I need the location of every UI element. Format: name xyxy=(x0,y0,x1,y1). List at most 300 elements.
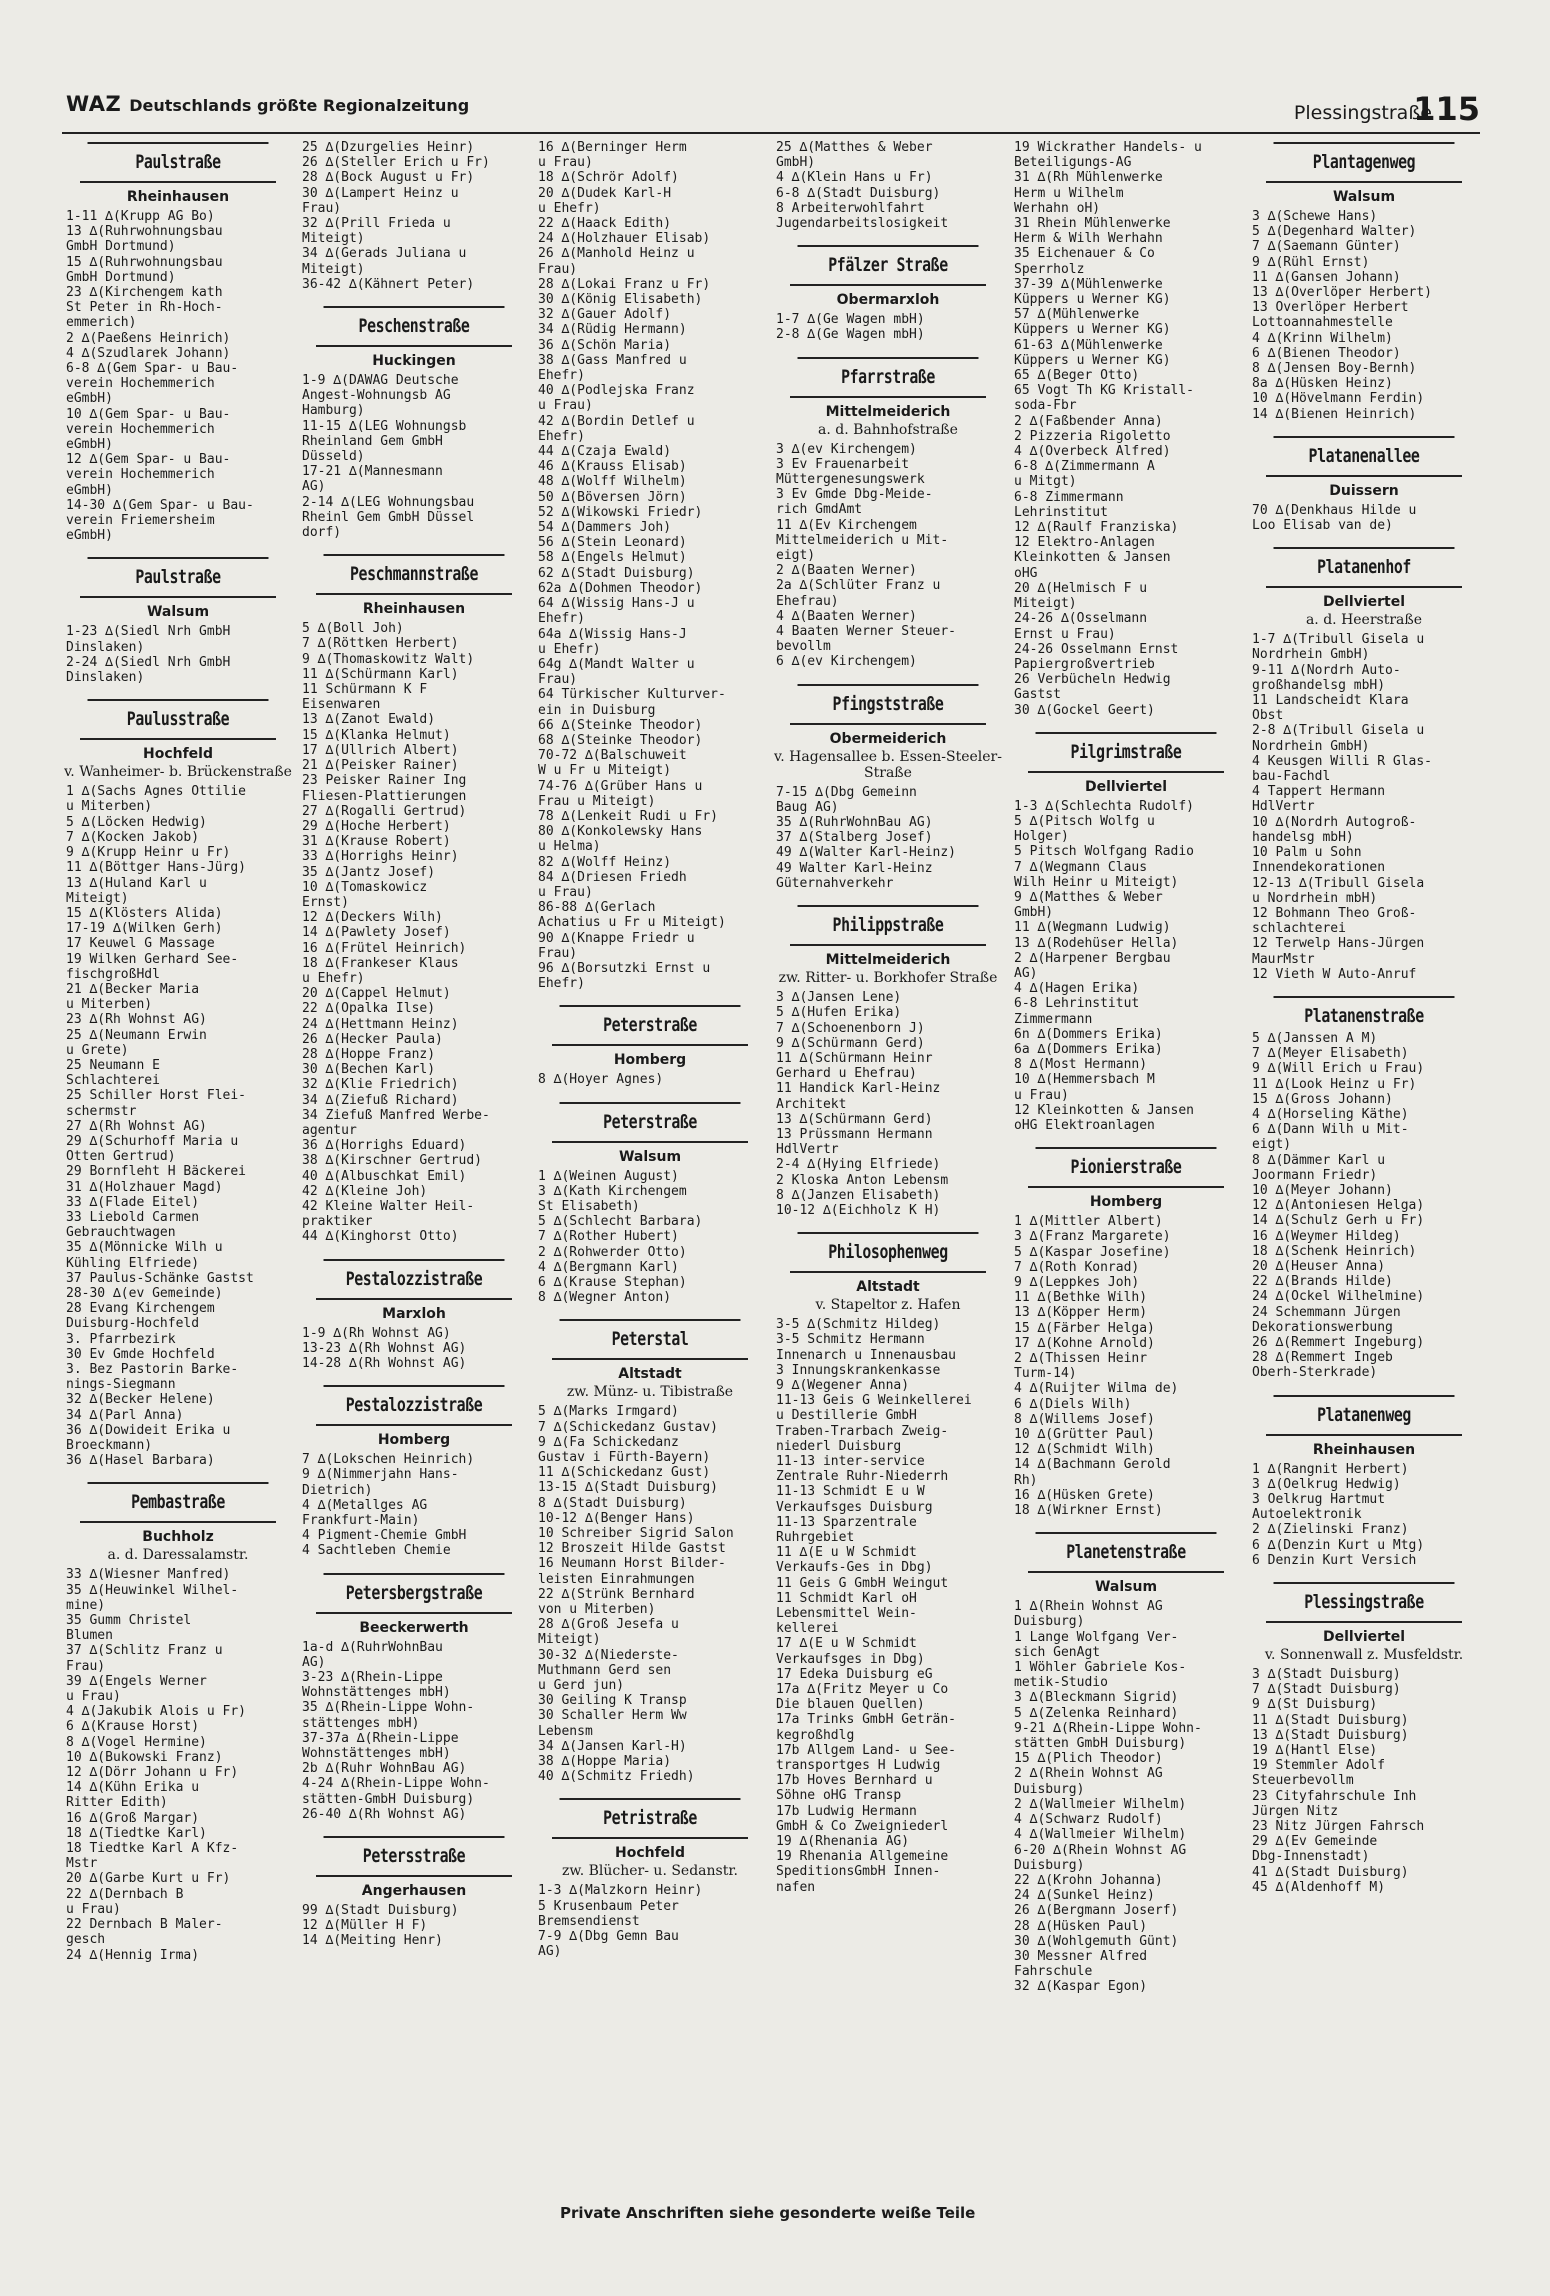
street-heading: Platanenstraße xyxy=(1274,996,1455,1027)
entry-line: Ruhrgebiet xyxy=(776,1529,855,1545)
entry-line: 74-76 ∆(Grüber Hans u xyxy=(538,778,703,794)
street-section xyxy=(772,140,1004,231)
entry-line: 54 ∆(Dammers Joh) xyxy=(538,520,672,536)
entry-line: 13 Prüssmann Hermann xyxy=(776,1126,933,1142)
entry-line: 10-12 ∆(Eichholz K H) xyxy=(776,1202,941,1218)
entry-line: Ehefr) xyxy=(538,428,585,444)
entry-line: 84 ∆(Driesen Friedh xyxy=(538,869,687,885)
entry-line: 17b Hoves Bernhard u xyxy=(776,1773,933,1789)
entry-line: 58 ∆(Engels Helmut) xyxy=(538,550,687,566)
district-label: Walsum xyxy=(552,1141,748,1165)
entry-line: 3 Ev Frauenarbeit xyxy=(776,456,910,472)
street-heading: Platanenhof xyxy=(1274,547,1455,578)
entry-line: 7 ∆(Stadt Duisburg) xyxy=(1252,1682,1401,1698)
entry-line: u Frau) xyxy=(1014,1087,1069,1103)
entry-line: 8 ∆(Willems Josef) xyxy=(1014,1411,1155,1427)
entry-line: 1-9 ∆(Rh Wohnst AG) xyxy=(302,1325,451,1341)
entry-line: oHG Elektroanlagen xyxy=(1014,1117,1155,1133)
entry-line: 40 ∆(Podlejska Franz xyxy=(538,383,695,399)
entry-line: 4 ∆(Szudlarek Johann) xyxy=(66,345,231,361)
entry-line: 7 ∆(Kocken Jakob) xyxy=(66,829,200,845)
entry-line: Baug AG) xyxy=(776,799,839,815)
entry-line: 7 ∆(Schoenenborn J) xyxy=(776,1020,925,1036)
entry-line: Rheinl Gem GmbH Düssel xyxy=(302,509,475,525)
entry-line: 11 Handick Karl-Heinz xyxy=(776,1081,941,1097)
entry-line: 4 ∆(Krinn Wilhelm) xyxy=(1252,330,1393,346)
directory-column xyxy=(772,136,1004,1909)
entry-line: 16 ∆(Weymer Hildeg) xyxy=(1252,1228,1401,1244)
entry-line: 18 ∆(Schenk Heinrich) xyxy=(1252,1243,1417,1259)
entry-line: Lebensmittel Wein- xyxy=(776,1606,917,1621)
district-label: Obermarxloh xyxy=(790,284,986,308)
entry-line: schermstr xyxy=(66,1103,137,1119)
entry-line: 2-8 ∆(Ge Wagen mbH) xyxy=(776,327,925,343)
entry-line: 8 ∆(Hoyer Agnes) xyxy=(538,1072,664,1088)
entry-line: 4 ∆(Schwarz Rudolf) xyxy=(1014,1812,1163,1828)
entry-line: 33 ∆(Wiesner Manfred) xyxy=(66,1567,231,1583)
entry-line: handelsg mbH) xyxy=(1252,829,1354,845)
entry-line: 11 ∆(Ev Kirchengem xyxy=(776,517,917,533)
entry-line: 15 ∆(Plich Theodor) xyxy=(1014,1751,1163,1767)
street-section xyxy=(1248,547,1480,982)
street-section xyxy=(1010,732,1242,1133)
entry-line: 2 Pizzeria Rigoletto xyxy=(1014,428,1171,444)
entry-line: 12-13 ∆(Tribull Gisela xyxy=(1252,875,1425,891)
entry-line: Architekt xyxy=(776,1096,847,1112)
entry-line: 24 ∆(Sunkel Heinz) xyxy=(1014,1888,1155,1904)
district-label: Buchholz xyxy=(80,1521,276,1545)
entry-line: 17 Edeka Duisburg eG xyxy=(776,1666,933,1682)
entry-line: 13 ∆(Huland Karl u xyxy=(66,875,207,891)
entry-line: HdlVertr xyxy=(776,1142,839,1158)
entry-line: 35 ∆(Rhein-Lippe Wohn- xyxy=(302,1700,475,1716)
entry-line: 2 ∆(Wallmeier Wilhelm) xyxy=(1014,1796,1187,1812)
entry-line: 19 ∆(Hantl Else) xyxy=(1252,1743,1378,1759)
district-label: Homberg xyxy=(552,1044,748,1068)
entry-line: 99 ∆(Stadt Duisburg) xyxy=(302,1903,459,1919)
entry-line: 11 Schürmann K F xyxy=(302,682,428,698)
entry-line: 5 ∆(Degenhard Walter) xyxy=(1252,224,1417,240)
entry-line: 28 ∆(Remmert Ingeb xyxy=(1252,1350,1393,1366)
entry-line: 1a-d ∆(RuhrWohnBau xyxy=(302,1639,443,1655)
entry-line: 12 ∆(Antoniesen Helga) xyxy=(1252,1198,1425,1214)
entry-line: 4 ∆(Overbeck Alfred) xyxy=(1014,444,1171,460)
entry-line: u Frau) xyxy=(538,884,593,900)
entry-line: schlachterei xyxy=(1252,921,1346,937)
entry-line: Innenarch u Innenausbau xyxy=(776,1347,957,1363)
entry-line: Dinslaken) xyxy=(66,670,145,686)
street-section xyxy=(1010,140,1242,718)
entry-line: 11 ∆(Bethke Wilh) xyxy=(1014,1290,1148,1306)
running-head-street: Plessingstraße xyxy=(1293,102,1432,124)
entry-line: GmbH) xyxy=(776,155,816,171)
entry-line: 11 ∆(Look Heinz u Fr) xyxy=(1252,1076,1417,1092)
entry-line: Fliesen-Plattierungen xyxy=(302,788,467,804)
entry-line: Duisburg) xyxy=(1014,1781,1085,1797)
entry-line: 2 ∆(Baaten Werner) xyxy=(776,563,917,579)
street-note: a. d. Bahnhofstraße xyxy=(818,421,958,438)
entry-line: 10 Schreiber Sigrid Salon xyxy=(538,1526,734,1542)
entry-line: Die blauen Quellen) xyxy=(776,1697,925,1713)
street-heading: Paulusstraße xyxy=(88,699,269,730)
entry-line: 13-23 ∆(Rh Wohnst AG) xyxy=(302,1340,467,1356)
entry-line: Autoelektronik xyxy=(1252,1507,1362,1523)
street-section xyxy=(772,684,1004,891)
entry-line: 25 ∆(Neumann Erwin xyxy=(66,1027,207,1043)
entry-line: 27 ∆(Rogalli Gertrud) xyxy=(302,803,467,819)
district-label: Altstadt xyxy=(552,1358,748,1382)
street-section xyxy=(1010,1147,1242,1518)
entry-list xyxy=(302,621,530,1244)
entry-line: 36 ∆(Hasel Barbara) xyxy=(66,1453,215,1469)
entry-line: Joormann Friedr) xyxy=(1252,1167,1378,1183)
entry-line: 42 ∆(Kleine Joh) xyxy=(302,1183,428,1199)
entry-line: Rh) xyxy=(1014,1472,1038,1488)
entry-line: 41 ∆(Stadt Duisburg) xyxy=(1252,1864,1409,1880)
entry-line: 2-14 ∆(LEG Wohnungsbau xyxy=(302,494,475,510)
entry-line: 17a Trinks GmbH Geträn- xyxy=(776,1712,957,1728)
entry-line: Dinslaken) xyxy=(66,639,145,655)
entry-line: Frau) xyxy=(538,261,578,277)
entry-line: 30 Schaller Herm Ww xyxy=(538,1708,687,1724)
entry-line: 12 ∆(Dörr Johann u Fr) xyxy=(66,1765,239,1781)
entry-line: 2 Kloska Anton Lebensm xyxy=(776,1172,949,1188)
entry-line: 9 ∆(St Duisburg) xyxy=(1252,1697,1378,1713)
entry-line: 36 ∆(Dowideit Erika u xyxy=(66,1422,231,1438)
entry-line: 30 ∆(Gockel Geert) xyxy=(1014,702,1155,718)
entry-line: Dbg-Innenstadt) xyxy=(1252,1849,1370,1865)
entry-line: 11 ∆(Gansen Johann) xyxy=(1252,269,1401,285)
entry-line: 19 Wilken Gerhard See- xyxy=(66,951,239,967)
street-note: zw. Ritter- u. Borkhofer Straße xyxy=(778,970,998,987)
entry-line: 7 ∆(Röttken Herbert) xyxy=(302,636,459,652)
entry-list xyxy=(538,140,766,991)
district-label: Rheinhausen xyxy=(80,181,276,205)
entry-line: 24 ∆(Hennig Irma) xyxy=(66,1947,200,1963)
entry-line: Gerhard u Ehefrau) xyxy=(776,1066,917,1082)
entry-line: 64 ∆(Wissig Hans-J u xyxy=(538,596,695,612)
entry-line: 4 Sachtleben Chemie xyxy=(302,1543,451,1559)
entry-line: 11 ∆(Stadt Duisburg) xyxy=(1252,1712,1409,1728)
street-section xyxy=(62,142,294,543)
entry-line: 35 ∆(RuhrWohnBau AG) xyxy=(776,815,933,831)
entry-line: 14-28 ∆(Rh Wohnst AG) xyxy=(302,1356,467,1371)
street-heading: Petersbergstraße xyxy=(324,1573,505,1604)
district-label: Marxloh xyxy=(316,1298,512,1322)
street-heading: Philosophenweg xyxy=(798,1232,979,1263)
entry-line: 7 ∆(Schickedanz Gustav) xyxy=(538,1419,719,1435)
entry-line: 14 ∆(Schulz Gerh u Fr) xyxy=(1252,1213,1425,1229)
district-label: Dellviertel xyxy=(1028,771,1224,795)
entry-line: ein in Duisburg xyxy=(538,702,656,718)
entry-list xyxy=(1014,140,1242,718)
entry-line: 17b Allgem Land- u See- xyxy=(776,1742,957,1758)
street-heading: Plantagenweg xyxy=(1274,142,1455,173)
entry-line: 62 ∆(Stadt Duisburg) xyxy=(538,565,695,581)
entry-line: Broeckmann) xyxy=(66,1438,153,1454)
directory-column xyxy=(534,136,766,1974)
entry-line: 7 ∆(Lokschen Heinrich) xyxy=(302,1452,475,1468)
entry-line: Steuerbevollm xyxy=(1252,1773,1354,1789)
entry-line: Rheinland Gem GmbH xyxy=(302,433,443,449)
entry-line: 23 Cityfahrschule Inh xyxy=(1252,1788,1417,1804)
entry-line: 22 ∆(Opalka Ilse) xyxy=(302,1001,436,1017)
entry-line: Miteigt) xyxy=(302,231,365,247)
street-heading: Pilgrimstraße xyxy=(1036,732,1217,763)
entry-line: 50 ∆(Böversen Jörn) xyxy=(538,489,687,505)
street-section xyxy=(534,1005,766,1087)
entry-line: GmbH Dortmund) xyxy=(66,269,176,285)
directory-column xyxy=(1248,136,1480,1909)
entry-line: 3 Oelkrug Hartmut xyxy=(1252,1492,1386,1507)
entry-line: stätten-GmbH Duisburg) xyxy=(302,1791,475,1807)
entry-line: 57 ∆(Mühlenwerke xyxy=(1014,307,1140,323)
entry-line: u Helma) xyxy=(538,839,601,855)
entry-list xyxy=(538,1169,766,1306)
page-footer-note: Private Anschriften siehe gesonderte weiße Teile xyxy=(560,2204,976,2222)
entry-line: 22 ∆(Krohn Johanna) xyxy=(1014,1872,1163,1888)
entry-line: 12 ∆(Schmidt Wilh) xyxy=(1014,1442,1155,1458)
entry-line: eGmbH) xyxy=(66,391,113,407)
entry-line: 13 ∆(Stadt Duisburg) xyxy=(1252,1727,1409,1743)
entry-line: Innendekorationen xyxy=(1252,860,1386,876)
entry-line: 29 Bornfleht H Bäckerei xyxy=(66,1164,247,1180)
entry-line: 7 ∆(Meyer Elisabeth) xyxy=(1252,1046,1409,1062)
street-section xyxy=(1248,436,1480,533)
entry-line: 11 ∆(Wegmann Ludwig) xyxy=(1014,920,1171,936)
entry-line: 10 ∆(Hemmersbach M xyxy=(1014,1072,1155,1088)
entry-line: stättenges mbH) xyxy=(302,1715,420,1731)
entry-line: Wilh Heinr u Miteigt) xyxy=(1014,874,1179,890)
entry-list xyxy=(1014,1214,1242,1518)
entry-line: Ernst) xyxy=(302,894,349,910)
entry-line: 23 ∆(Kirchengem kath xyxy=(66,285,223,301)
entry-line: 36 ∆(Horrighs Eduard) xyxy=(302,1138,467,1154)
entry-line: Hamburg) xyxy=(302,403,365,419)
entry-line: 18 ∆(Tiedtke Karl) xyxy=(66,1825,207,1841)
entry-line: Wohnstättenges mbH) xyxy=(302,1685,451,1701)
street-section xyxy=(1248,996,1480,1381)
entry-line: 3 ∆(ev Kirchengem) xyxy=(776,441,917,457)
entry-line: 6-8 ∆(Gem Spar- u Bau- xyxy=(66,361,239,377)
entry-line: 6 ∆(Krause Horst) xyxy=(66,1719,200,1735)
entry-line: Gustav i Fürth-Bayern) xyxy=(538,1450,711,1466)
entry-line: 15 ∆(Ruhrwohnungsbau xyxy=(66,254,223,270)
entry-line: 86-88 ∆(Gerlach xyxy=(538,900,656,916)
entry-line: 78 ∆(Lenkeit Rudi u Fr) xyxy=(538,808,719,824)
entry-line: 66 ∆(Steinke Theodor) xyxy=(538,717,703,733)
entry-line: 2 ∆(Rohwerder Otto) xyxy=(538,1244,687,1260)
brand-tagline: Deutschlands größte Regionalzeitung xyxy=(129,96,470,115)
entry-line: 3-5 ∆(Schmitz Hildeg) xyxy=(776,1317,941,1333)
entry-line: 10 ∆(Bukowski Franz) xyxy=(66,1749,223,1765)
entry-line: 25 Neumann E xyxy=(66,1057,160,1073)
entry-line: 16 ∆(Frütel Heinrich) xyxy=(302,940,467,956)
entry-list xyxy=(302,373,530,540)
entry-line: niederl Duisburg xyxy=(776,1438,902,1454)
entry-list xyxy=(538,1072,766,1087)
street-section xyxy=(62,557,294,685)
entry-line: 20 ∆(Helmisch F u xyxy=(1014,580,1148,596)
street-note: a. d. Heerstraße xyxy=(1305,612,1423,629)
district-label: Walsum xyxy=(80,596,276,620)
entry-line: Obst xyxy=(1252,708,1284,724)
entry-line: Traben-Trarbach Zweig- xyxy=(776,1423,949,1439)
entry-line: 26 ∆(Hecker Paula) xyxy=(302,1031,443,1047)
entry-line: 2 ∆(Harpener Bergbau xyxy=(1014,950,1171,966)
entry-line: 17 ∆(Kohne Arnold) xyxy=(1014,1335,1155,1351)
entry-line: 45 ∆(Aldenhoff M) xyxy=(1252,1879,1386,1895)
entry-line: 3 ∆(Bleckmann Sigrid) xyxy=(1014,1690,1179,1706)
entry-line: 2-8 ∆(Tribull Gisela u xyxy=(1252,723,1425,739)
entry-line: Gastst xyxy=(1014,687,1061,703)
entry-list xyxy=(1252,503,1480,533)
entry-line: Kleinkotten & Jansen xyxy=(1014,550,1171,566)
entry-line: 24 Schemmann Jürgen xyxy=(1252,1304,1401,1320)
entry-line: Bremsendienst xyxy=(538,1913,640,1929)
entry-line: 35 ∆(Mönnicke Wilh u xyxy=(66,1240,223,1256)
district-label: Obermeiderich xyxy=(790,723,986,747)
entry-line: soda-Fbr xyxy=(1014,398,1077,414)
entry-line: Frau) xyxy=(538,672,578,688)
entry-line: AG) xyxy=(302,479,326,495)
entry-line: Küppers u Werner KG) xyxy=(1014,352,1171,368)
entry-line: Achatius u Fr u Miteigt) xyxy=(538,915,726,931)
entry-line: Frankfurt-Main) xyxy=(302,1513,420,1529)
entry-line: Miteigt) xyxy=(538,1632,601,1648)
entry-line: 11 ∆(Schickedanz Gust) xyxy=(538,1465,711,1481)
entry-line: 25 ∆(Dzurgelies Heinr) xyxy=(302,140,475,155)
entry-line: 5 ∆(Hufen Erika) xyxy=(776,1005,902,1021)
street-heading: Paulstraße xyxy=(88,142,269,173)
entry-line: 33 Liebold Carmen xyxy=(66,1209,200,1225)
entry-line: 10 ∆(Nordrh Autogroß- xyxy=(1252,814,1417,830)
entry-line: 2 ∆(Thissen Heinr xyxy=(1014,1351,1148,1367)
street-heading: Pestalozzistraße xyxy=(324,1259,505,1290)
district-label: Beeckerwerth xyxy=(316,1612,512,1636)
street-heading: Philippstraße xyxy=(798,905,979,936)
entry-line: 3. Bez Pastorin Barke- xyxy=(66,1362,239,1377)
street-section xyxy=(534,1319,766,1784)
entry-line: 10 ∆(Tomaskowicz xyxy=(302,879,428,895)
entry-line: 31 ∆(Rh Mühlenwerke xyxy=(1014,170,1163,186)
entry-line: 26 ∆(Remmert Ingeburg) xyxy=(1252,1334,1425,1350)
entry-line: 15 ∆(Klanka Helmut) xyxy=(302,727,451,743)
entry-list xyxy=(1252,209,1480,422)
entry-line: 28-30 ∆(ev Gemeinde) xyxy=(66,1285,223,1301)
entry-line: 26 ∆(Bergmann Joserf) xyxy=(1014,1903,1179,1919)
entry-line: 26 Verbücheln Hedwig xyxy=(1014,672,1171,688)
entry-line: 4 ∆(Horseling Käthe) xyxy=(1252,1106,1409,1122)
entry-line: St Peter in Rh-Hoch- xyxy=(66,300,223,316)
street-section xyxy=(1248,1582,1480,1895)
entry-line: u Nordrhein mbH) xyxy=(1252,890,1378,906)
entry-list xyxy=(302,1452,530,1558)
entry-line: eigt) xyxy=(1252,1137,1292,1153)
entry-line: 8 ∆(Most Hermann) xyxy=(1014,1057,1148,1073)
entry-line: u Grete) xyxy=(66,1042,129,1058)
entry-line: 18 ∆(Wirkner Ernst) xyxy=(1014,1503,1163,1519)
entry-line: 64a ∆(Wissig Hans-J xyxy=(538,626,687,642)
entry-line: 30 ∆(Bechen Karl) xyxy=(302,1062,436,1078)
entry-line: 35 ∆(Jantz Josef) xyxy=(302,864,436,880)
entry-line: bevollm xyxy=(776,639,831,655)
entry-line: Loo Elisab van de) xyxy=(1252,518,1393,534)
entry-line: 61-63 ∆(Mühlenwerke xyxy=(1014,337,1163,353)
entry-line: Werhahn oH) xyxy=(1014,200,1101,216)
entry-line: 4 ∆(Klein Hans u Fr) xyxy=(776,170,933,186)
entry-line: 31 ∆(Krause Robert) xyxy=(302,834,451,850)
entry-line: 7 ∆(Rother Hubert) xyxy=(538,1229,679,1245)
entry-line: Angest-Wohnungsb AG xyxy=(302,388,451,404)
street-note: v. Sonnenwall z. Musfeldstr. xyxy=(1264,1647,1464,1664)
entry-line: nings-Siegmann xyxy=(66,1377,176,1393)
entry-line: 11 ∆(Schürmann Karl) xyxy=(302,666,459,682)
entry-line: eGmbH) xyxy=(66,437,113,453)
entry-line: 8a ∆(Hüsken Heinz) xyxy=(1252,376,1393,392)
entry-line: 48 ∆(Wolff Wilhelm) xyxy=(538,474,687,490)
entry-line: Müttergenesungswerk xyxy=(776,472,925,488)
entry-line: 11 ∆(Böttger Hans-Jürg) xyxy=(66,860,247,876)
entry-line: Otten Gertrud) xyxy=(66,1149,176,1165)
entry-line: Herm u Wilhelm xyxy=(1014,185,1124,201)
street-heading: Platanenweg xyxy=(1274,1395,1455,1426)
entry-line: 22 Dernbach B Maler- xyxy=(66,1917,223,1933)
entry-line: 5 ∆(Pitsch Wolfg u xyxy=(1014,813,1155,829)
directory-column xyxy=(62,136,294,1977)
entry-line: agentur xyxy=(302,1122,357,1138)
entry-line: 6 ∆(Dann Wilh u Mit- xyxy=(1252,1122,1409,1138)
entry-list xyxy=(776,785,1004,891)
entry-line: GmbH & Co Zweigniederl xyxy=(776,1818,949,1834)
district-label: Duissern xyxy=(1266,475,1462,499)
entry-line: St Elisabeth) xyxy=(538,1198,640,1214)
entry-line: 2a ∆(Schlüter Franz u xyxy=(776,578,941,594)
entry-line: 4 Keusgen Willi R Glas- xyxy=(1252,753,1433,769)
entry-line: Ritter Edith) xyxy=(66,1795,168,1811)
entry-line: 17b Ludwig Hermann xyxy=(776,1803,917,1819)
entry-line: 70-72 ∆(Balschuweit xyxy=(538,748,687,764)
entry-line: 17a ∆(Fritz Meyer u Co xyxy=(776,1682,949,1698)
entry-line: Ehefr) xyxy=(538,611,585,627)
entry-line: 19 Rhenania Allgemeine xyxy=(776,1849,949,1865)
entry-line: 39 ∆(Engels Werner xyxy=(66,1673,207,1689)
entry-line: 19 ∆(Rhenania AG) xyxy=(776,1834,910,1850)
entry-line: 56 ∆(Stein Leonard) xyxy=(538,535,687,551)
entry-line: 9 ∆(Nimmerjahn Hans- xyxy=(302,1467,459,1483)
street-heading: Pembastraße xyxy=(88,1482,269,1513)
entry-line: 8 Arbeiterwohlfahrt xyxy=(776,200,925,216)
entry-line: 24 ∆(Holzhauer Elisab) xyxy=(538,231,711,247)
entry-line: 7 ∆(Roth Konrad) xyxy=(1014,1259,1140,1275)
entry-line: Eisenwaren xyxy=(302,697,381,713)
entry-line: 2-4 ∆(Hying Elfriede) xyxy=(776,1157,941,1173)
entry-line: 37-39 ∆(Mühlenwerke xyxy=(1014,276,1163,292)
entry-line: 3 Ev Gmde Dbg-Meide- xyxy=(776,487,933,503)
entry-line: mine) xyxy=(66,1597,106,1613)
entry-line: 64g ∆(Mandt Walter u xyxy=(538,656,695,672)
entry-line: 32 ∆(Becker Helene) xyxy=(66,1392,215,1408)
entry-line: 17 ∆(Ullrich Albert) xyxy=(302,742,459,758)
street-note: v. Stapeltor z. Hafen xyxy=(815,1297,961,1314)
entry-line: 1 Lange Wolfgang Ver- xyxy=(1014,1629,1179,1645)
newspaper-brand xyxy=(66,92,469,116)
entry-line: 3 ∆(Kath Kirchengem xyxy=(538,1183,687,1199)
entry-line: 28 ∆(Lokai Franz u Fr) xyxy=(538,276,711,292)
street-heading: Pfälzer Straße xyxy=(798,245,979,276)
entry-line: 27 ∆(Rh Wohnst AG) xyxy=(66,1118,207,1134)
entry-line: Ernst u Frau) xyxy=(1014,626,1116,642)
